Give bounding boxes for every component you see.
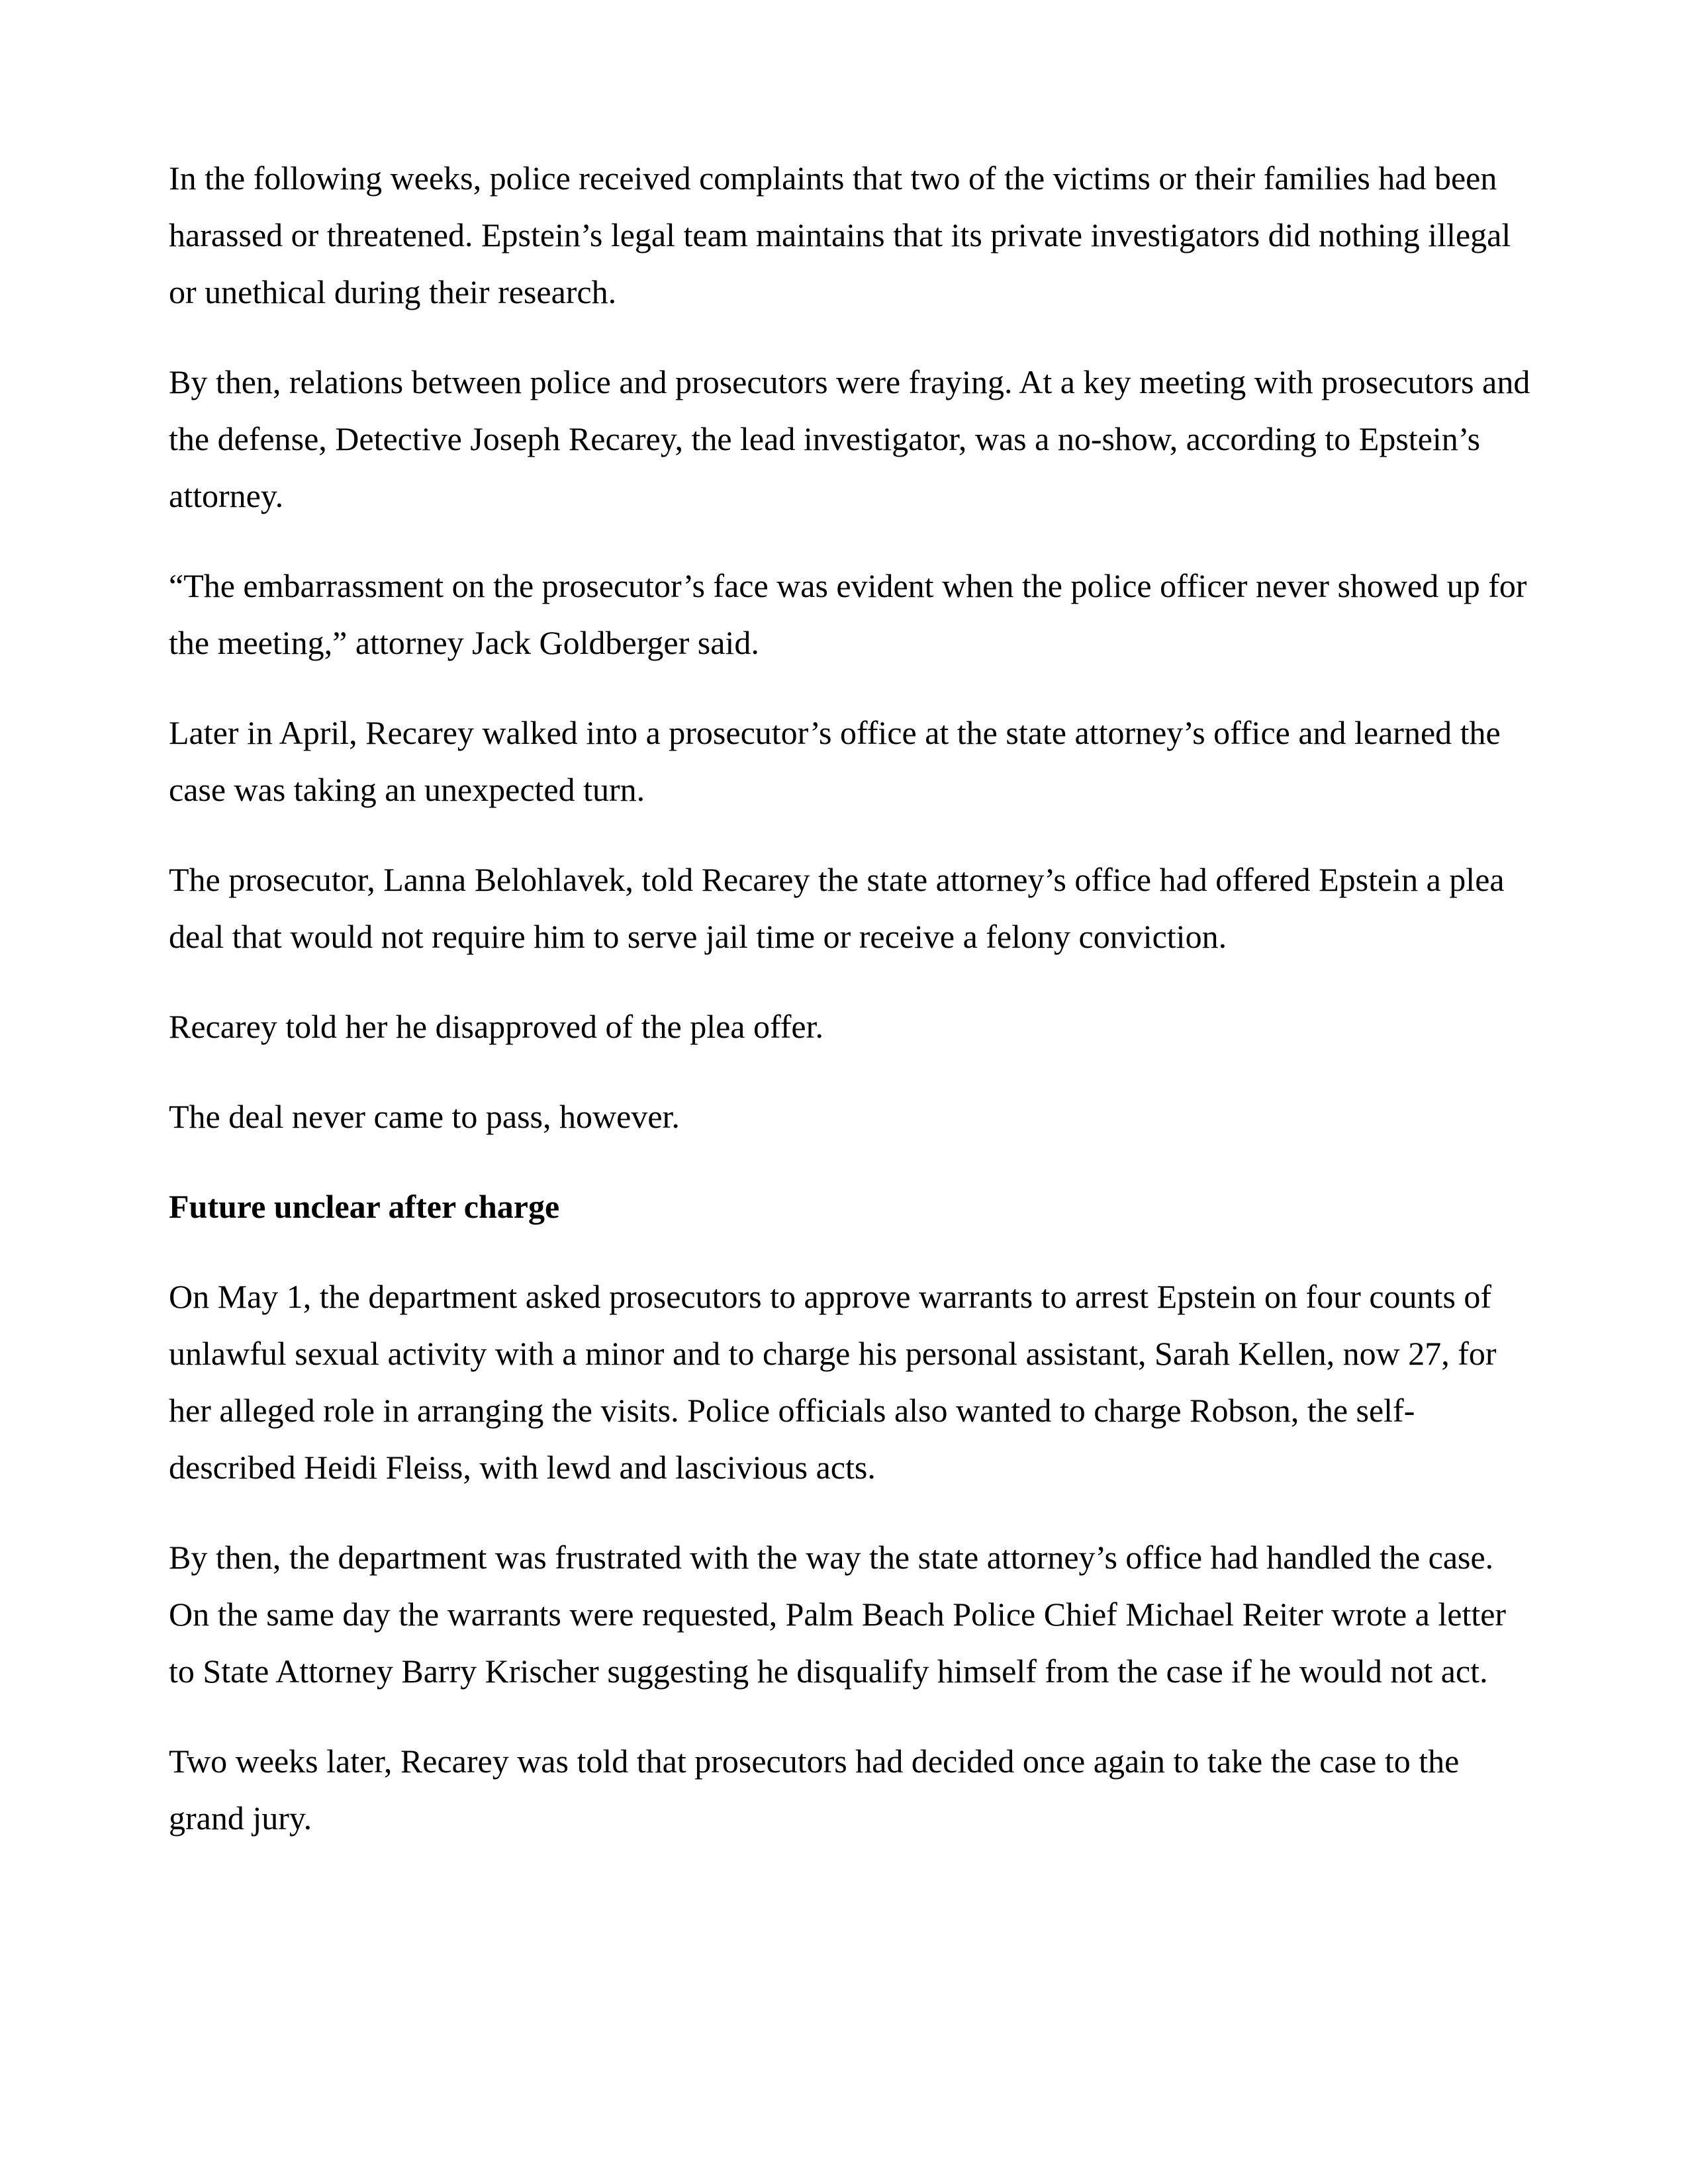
paragraph-deal-never-passed: The deal never came to pass, however. [169,1098,680,1135]
section-heading-future-unclear: Future unclear after charge [169,1188,560,1225]
paragraph-later-in-april: Later in April, Recarey walked into a prosecutor’s office at the state attorney’s office and learned the case was taking an unexpected turn. [169,714,1501,808]
paragraph-recarey-disapproved: Recarey told her he disapproved of the plea offer. [169,1008,823,1045]
paragraph-harassment-complaints: In the following weeks, police received complaints that two of the victims or their families had been harassed or threatened. Epstein’s legal team maintains that its private investigators did nothing illegal or unethical during their research. [169,159,1511,310]
paragraph-relations-fraying: By then, relations between police and prosecutors were fraying. At a key meeting with prosecutors and the defense, Detective Joseph Recarey, the lead investigator, was a no-show, according to Epstein’s attorney. [169,363,1530,514]
paragraph-goldberger-quote: “The embarrassment on the prosecutor’s face was evident when the police officer never showed up for the meeting,” attorney Jack Goldberger said. [169,567,1527,661]
article-body [169,150,1532,1880]
paragraph-plea-deal-offer: The prosecutor, Lanna Belohlavek, told Recarey the state attorney’s office had offered Epstein a plea deal that would not require him to serve jail time or receive a felony conviction. [169,861,1505,955]
paragraph-grand-jury: Two weeks later, Recarey was told that prosecutors had decided once again to take the case to the grand jury. [169,1743,1460,1837]
paragraph-reiter-letter: By then, the department was frustrated with the way the state attorney’s office had handled the case. On the same day the warrants were requested, Palm Beach Police Chief Michael Reiter wrote a letter to State Attorney Barry Krischer suggesting he disqualify himself from the case if he would not act. [169,1539,1507,1690]
paragraph-warrants-requested: On May 1, the department asked prosecutors to approve warrants to arrest Epstein on four counts of unlawful sexual activity with a minor and to charge his personal assistant, Sarah Kellen, now 27, for her alleged role in arranging the visits. Police officials also wanted to charge Robson, the self-described Heidi Fleiss, with lewd and lascivious acts. [169,1278,1497,1486]
